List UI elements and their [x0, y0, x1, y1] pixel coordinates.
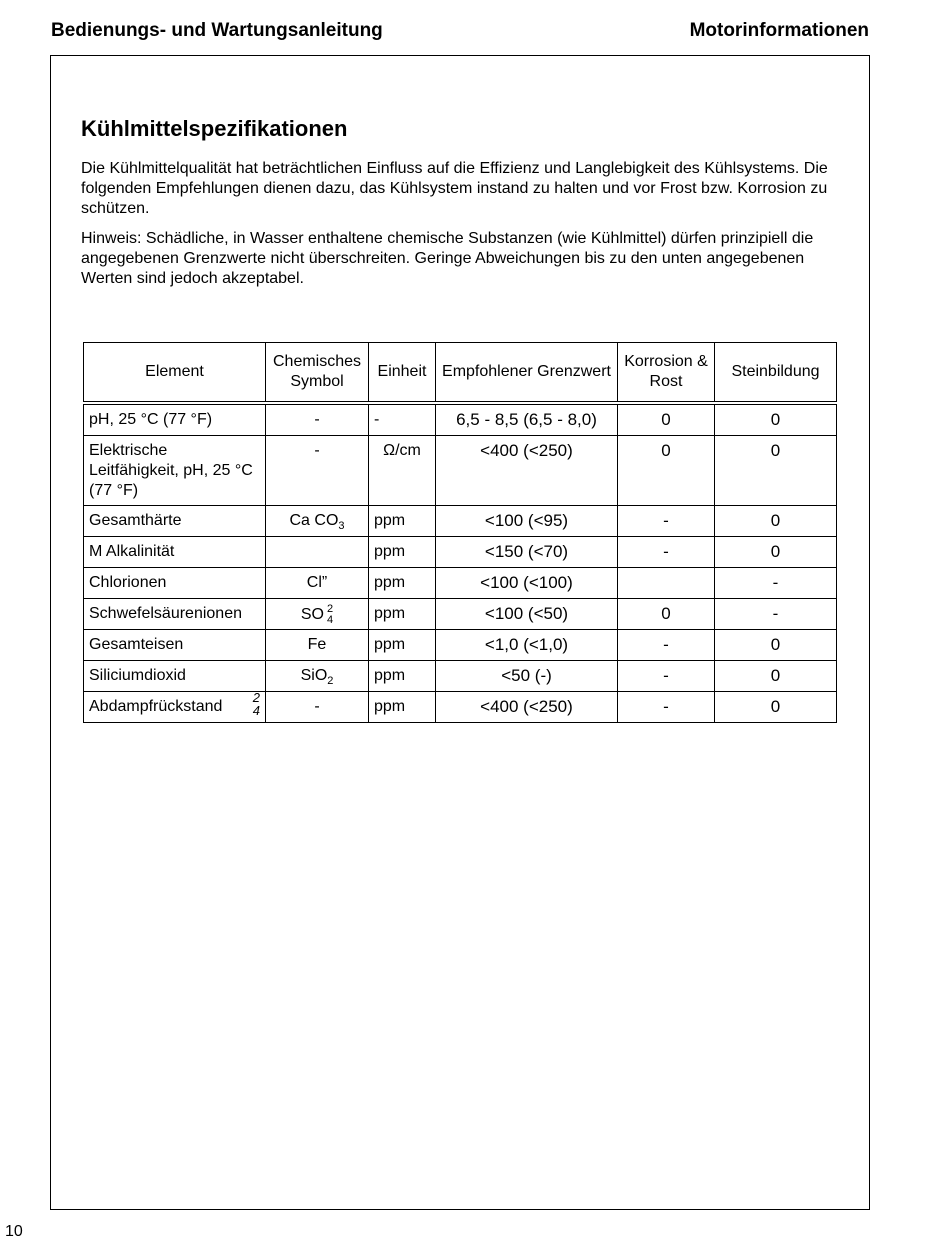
symbol-text: Ca CO: [289, 512, 339, 529]
page-number: 10: [5, 1223, 23, 1240]
table-row: [84, 599, 837, 630]
column-header-element: Element: [84, 343, 266, 404]
cell-scale: 0: [715, 506, 837, 537]
cell-corrosion: -: [618, 692, 715, 723]
cell-element: Siliciumdioxid: [84, 661, 266, 692]
cell-element: [84, 692, 266, 723]
element-superscript: 2: [252, 690, 260, 706]
cell-unit: ppm: [369, 630, 436, 661]
cell-corrosion: -: [618, 661, 715, 692]
table-row: [84, 537, 837, 568]
cell-corrosion: -: [618, 630, 715, 661]
cell-element: pH, 25 °C (77 °F): [84, 403, 266, 436]
column-header-unit: Einheit: [369, 343, 436, 404]
cell-element: Chlorionen: [84, 568, 266, 599]
note-paragraph: Hinweis: Schädliche, in Wasser enthaltene chemische Substanzen (wie Kühlmittel) dürfen prinzipiell die angegebenen Grenzwerte nicht überschreiten. Geringe Abweichungen bis zu den unten angegebenen Werten sind jedoch akzeptabel.: [81, 230, 814, 287]
cell-unit: ppm: [369, 537, 436, 568]
column-header-scale: Steinbildung: [715, 343, 837, 404]
cell-corrosion: 0: [618, 599, 715, 630]
table-row: [84, 568, 837, 599]
cell-scale: -: [715, 599, 837, 630]
cell-scale: 0: [715, 630, 837, 661]
cell-symbol: -: [266, 436, 369, 506]
cell-scale: 0: [715, 436, 837, 506]
cell-symbol: [266, 506, 369, 537]
cell-unit: -: [369, 403, 436, 436]
column-header-limit: Empfohlener Grenzwert: [436, 343, 618, 404]
cell-element: Gesamthärte: [84, 506, 266, 537]
cell-limit: <400 (<250): [436, 692, 618, 723]
cell-symbol: Cl”: [266, 568, 369, 599]
cell-corrosion: 0: [618, 403, 715, 436]
symbol-charge-stack: [327, 604, 333, 626]
symbol-subscript: 2: [327, 675, 334, 688]
coolant-spec-table: [83, 342, 837, 723]
element-subscript: 4: [252, 703, 260, 719]
cell-scale: 0: [715, 537, 837, 568]
table-header-row: [84, 343, 837, 404]
cell-limit: <100 (<100): [436, 568, 618, 599]
cell-element: Gesamteisen: [84, 630, 266, 661]
table-row: [84, 403, 837, 436]
cell-unit: ppm: [369, 599, 436, 630]
cell-corrosion: -: [618, 537, 715, 568]
cell-corrosion: -: [618, 506, 715, 537]
cell-unit: ppm: [369, 568, 436, 599]
cell-limit: <1,0 (<1,0): [436, 630, 618, 661]
cell-element: Schwefelsäurenionen: [84, 599, 266, 630]
header-manual-title: Bedienungs- und Wartungsanleitung: [51, 20, 383, 41]
element-stray-stack: [253, 691, 260, 717]
cell-unit: ppm: [369, 661, 436, 692]
cell-scale: 0: [715, 692, 837, 723]
cell-limit: <50 (-): [436, 661, 618, 692]
section-title: Kühlmittelspezifikationen: [81, 116, 348, 141]
cell-limit: 6,5 - 8,5 (6,5 - 8,0): [436, 403, 618, 436]
table-row: [84, 506, 837, 537]
column-header-symbol: Chemisches Symbol: [266, 343, 369, 404]
symbol-text: SiO: [300, 667, 328, 685]
cell-unit: Ω/cm: [369, 436, 436, 506]
cell-scale: -: [715, 568, 837, 599]
cell-element: Elektrische Leitfähigkeit, pH, 25 °C (77 °F): [84, 436, 266, 506]
cell-symbol: -: [266, 403, 369, 436]
intro-paragraph: Die Kühlmittelqualität hat beträchtlichen Einfluss auf die Effizienz und Langlebigkeit des Kühlsystems. Die folgenden Empfehlungen dienen dazu, das Kühlsystem instand zu halten und vor Frost bzw. Korrosion zu schützen.: [81, 160, 828, 217]
element-text: Abdampfrückstand: [89, 698, 223, 716]
symbol-subscript: 3: [338, 520, 345, 533]
cell-limit: <400 (<250): [436, 436, 618, 506]
cell-limit: <100 (<50): [436, 599, 618, 630]
table-row: [84, 692, 837, 723]
symbol-subscript: 4: [327, 614, 334, 627]
column-header-corrosion: Korrosion & Rost: [618, 343, 715, 404]
cell-element: M Alkalinität: [84, 537, 266, 568]
cell-scale: 0: [715, 661, 837, 692]
cell-unit: ppm: [369, 692, 436, 723]
symbol-text: SO: [300, 606, 324, 624]
cell-symbol: -: [266, 692, 369, 723]
cell-corrosion: 0: [618, 436, 715, 506]
table-row: [84, 630, 837, 661]
cell-limit: <100 (<95): [436, 506, 618, 537]
cell-limit: <150 (<70): [436, 537, 618, 568]
table-row: [84, 436, 837, 506]
table-row: [84, 661, 837, 692]
cell-symbol: [266, 661, 369, 692]
cell-scale: 0: [715, 403, 837, 436]
cell-unit: ppm: [369, 506, 436, 537]
symbol-superscript: 2: [327, 603, 334, 616]
cell-symbol: Fe: [266, 630, 369, 661]
cell-symbol: [266, 599, 369, 630]
cell-symbol: [266, 537, 369, 568]
header-section-title: Motorinformationen: [689, 20, 869, 41]
cell-corrosion: [618, 568, 715, 599]
